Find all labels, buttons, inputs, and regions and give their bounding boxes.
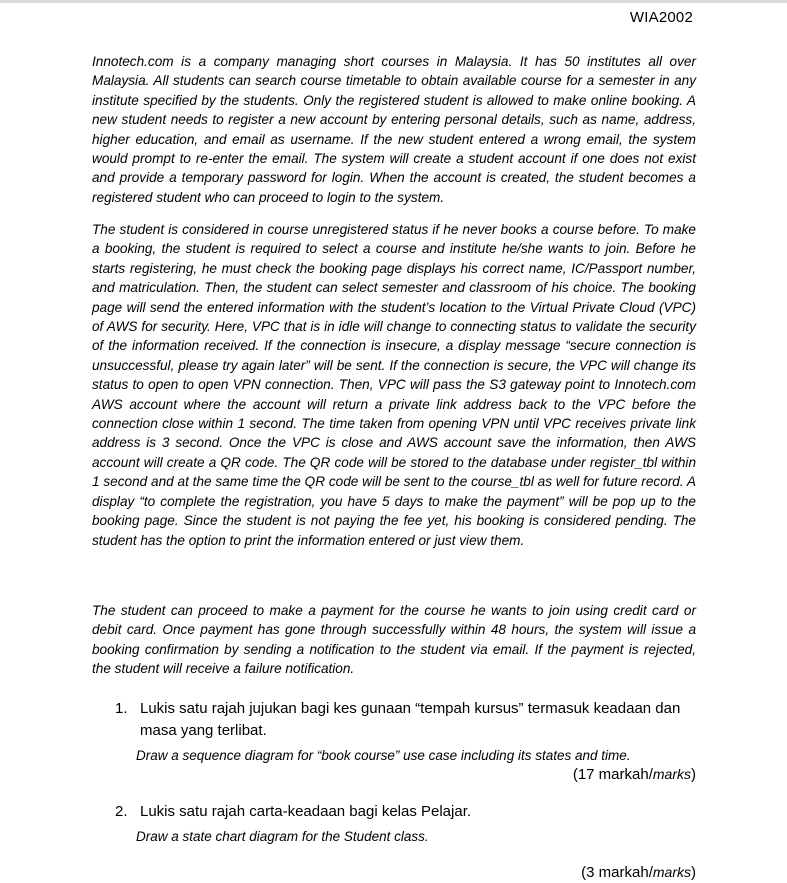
question-1 bbox=[115, 698, 696, 785]
question-marks bbox=[581, 862, 696, 883]
question-number: 2. bbox=[115, 803, 128, 820]
marks-suffix: ) bbox=[691, 864, 696, 881]
question-english-text: Draw a sequence diagram for “book course” use case including its states and time. bbox=[136, 748, 631, 763]
case-paragraph-registration: Innotech.com is a company managing short courses in Malaysia. It has 50 institutes all over Malaysia. All students can search course timetable to obtain available course for a semester in any institute specified by the students. Only the registered student is allowed to make online booking. A new student needs to register a new account by entering personal details, such as name, address, higher education, and email as username. If the new student entered a wrong email, the system would prompt to re-enter the email. The system will create a student account if one does not exist and provide a temporary password for login. When the account is created, the student becomes a registered student who can proceed to login to the system. bbox=[92, 54, 696, 205]
question-number: 1. bbox=[115, 700, 128, 717]
marks-label: marks bbox=[652, 864, 691, 880]
question-english-text: Draw a state chart diagram for the Student class. bbox=[136, 829, 429, 844]
marks-prefix: (3 markah/ bbox=[581, 864, 653, 881]
question-malay-text: Lukis satu rajah jujukan bagi kes gunaan “tempah kursus” termasuk keadaan dan masa yang terlibat. bbox=[140, 700, 681, 739]
course-code: WIA2002 bbox=[629, 9, 693, 26]
question-marks bbox=[115, 764, 696, 785]
question-2 bbox=[115, 801, 696, 845]
case-paragraph-payment: The student can proceed to make a payment for the course he wants to join using credit card or debit card. Once payment has gone through successfully within 48 hours, the system will issue a booking confirmation by sending a notification to the student via email. If the payment is rejected, the student will receive a failure notification. bbox=[92, 603, 696, 677]
marks-suffix: ) bbox=[691, 766, 696, 783]
marks-label: marks bbox=[652, 766, 691, 782]
marks-prefix: (17 markah/ bbox=[572, 766, 653, 783]
top-border bbox=[0, 0, 787, 3]
question-malay-text: Lukis satu rajah carta-keadaan bagi kelas Pelajar. bbox=[140, 803, 472, 820]
case-paragraph-booking: The student is considered in course unregistered status if he never books a course before. To make a booking, the student is required to select a course and institute he/she wants to join. Before he starts registering, he must check the booking page displays his correct name, IC/Passport number, and matriculation. Then, the student can select semester and classroom of his choice. The booking page will send the entered information with the student’s location to the Virtual Private Cloud (VPC) of AWS for security. Here, VPC that is in idle will change to connecting status to validate the security of the information received. If the connection is insecure, a display message “secure connection is unsuccessful, please try again later” will be sent. If the connection is secure, the VPC will change its status to open to open VPN connection. Then, VPC will pass the S3 gateway point to Innotech.com AWS account where the account will return a private link address back to the VPC before the connection close within 1 second. The time taken from opening VPN until VPC receives private link address is 3 second. Once the VPC is close and AWS account save the information, then AWS account will create a QR code. The QR code will be stored to the database under register_tbl within 1 second and at the same time the QR code will be sent to the course_tbl as well for future record. A display “to complete the registration, you have 5 days to make the payment” will be pop up to the booking page. Since the student is not paying the fee yet, his booking is considered pending. The student has the option to print the information entered or just view them. bbox=[92, 222, 696, 548]
